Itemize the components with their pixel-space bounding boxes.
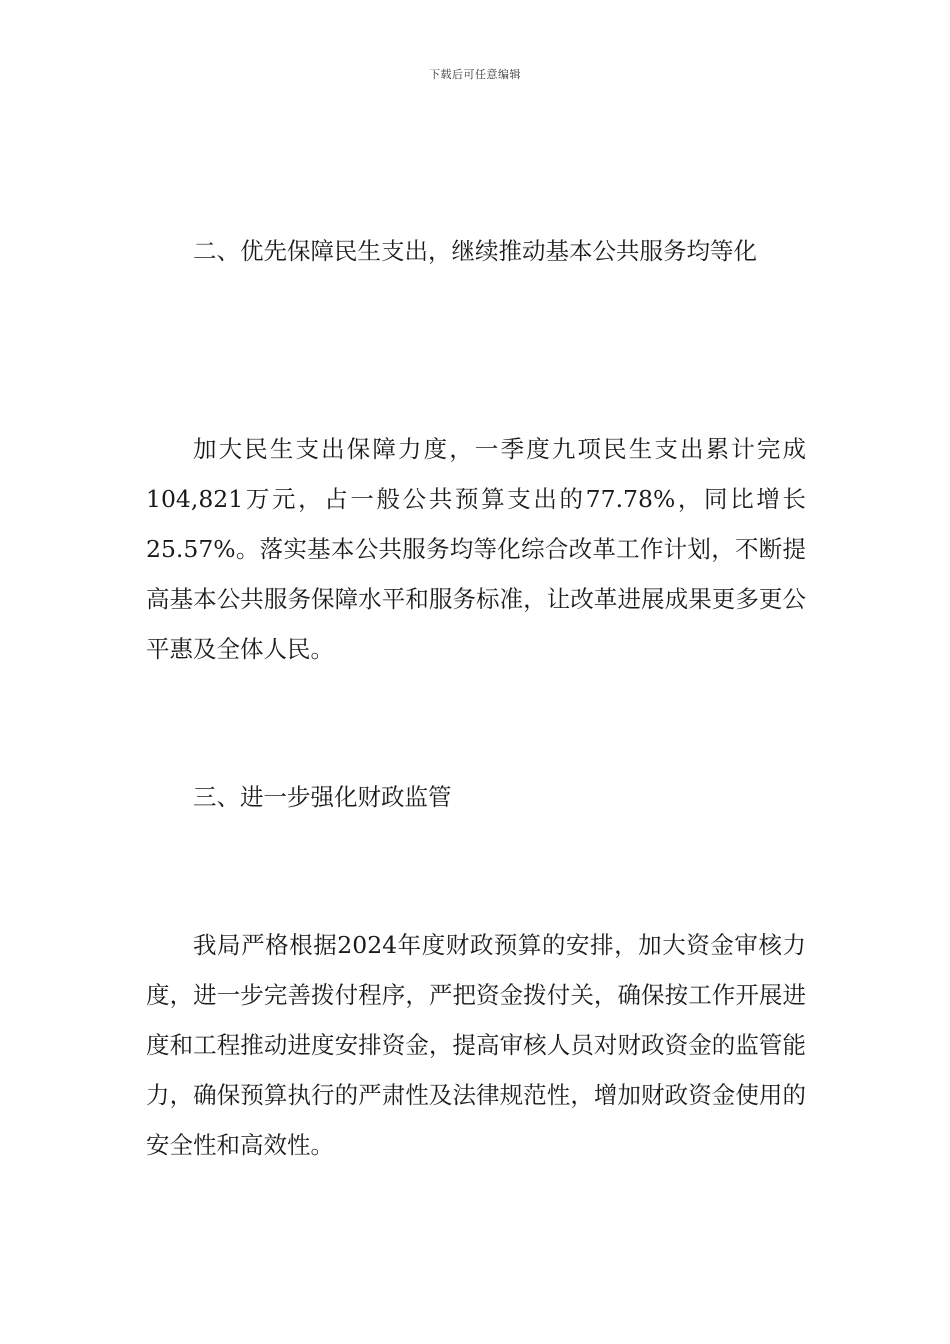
paragraph-fiscal-supervision: 我局严格根据2024年度财政预算的安排，加大资金审核力度，进一步完善拨付程序，严把资金拨付关，确保按工作开展进度和工程推动进度安排资金，提高审核人员对财政资金的监管能力，确保预算执行的严肃性及法律规范性，增加财政资金使用的安全性和高效性。 bbox=[146, 931, 806, 1159]
header-note: 下载后可任意编辑 bbox=[429, 68, 521, 81]
section-heading-2: 二、优先保障民生支出，继续推动基本公共服务均等化 bbox=[193, 237, 757, 265]
section-heading-3: 三、进一步强化财政监管 bbox=[193, 783, 452, 811]
paragraph-livelihood-spending: 加大民生支出保障力度，一季度九项民生支出累计完成104,821万元，占一般公共预算支出的77.78%，同比增长25.57%。落实基本公共服务均等化综合改革工作计划，不断提高基本公共服务保障水平和服务标准，让改革进展成果更多更公平惠及全体人民。 bbox=[146, 435, 806, 663]
